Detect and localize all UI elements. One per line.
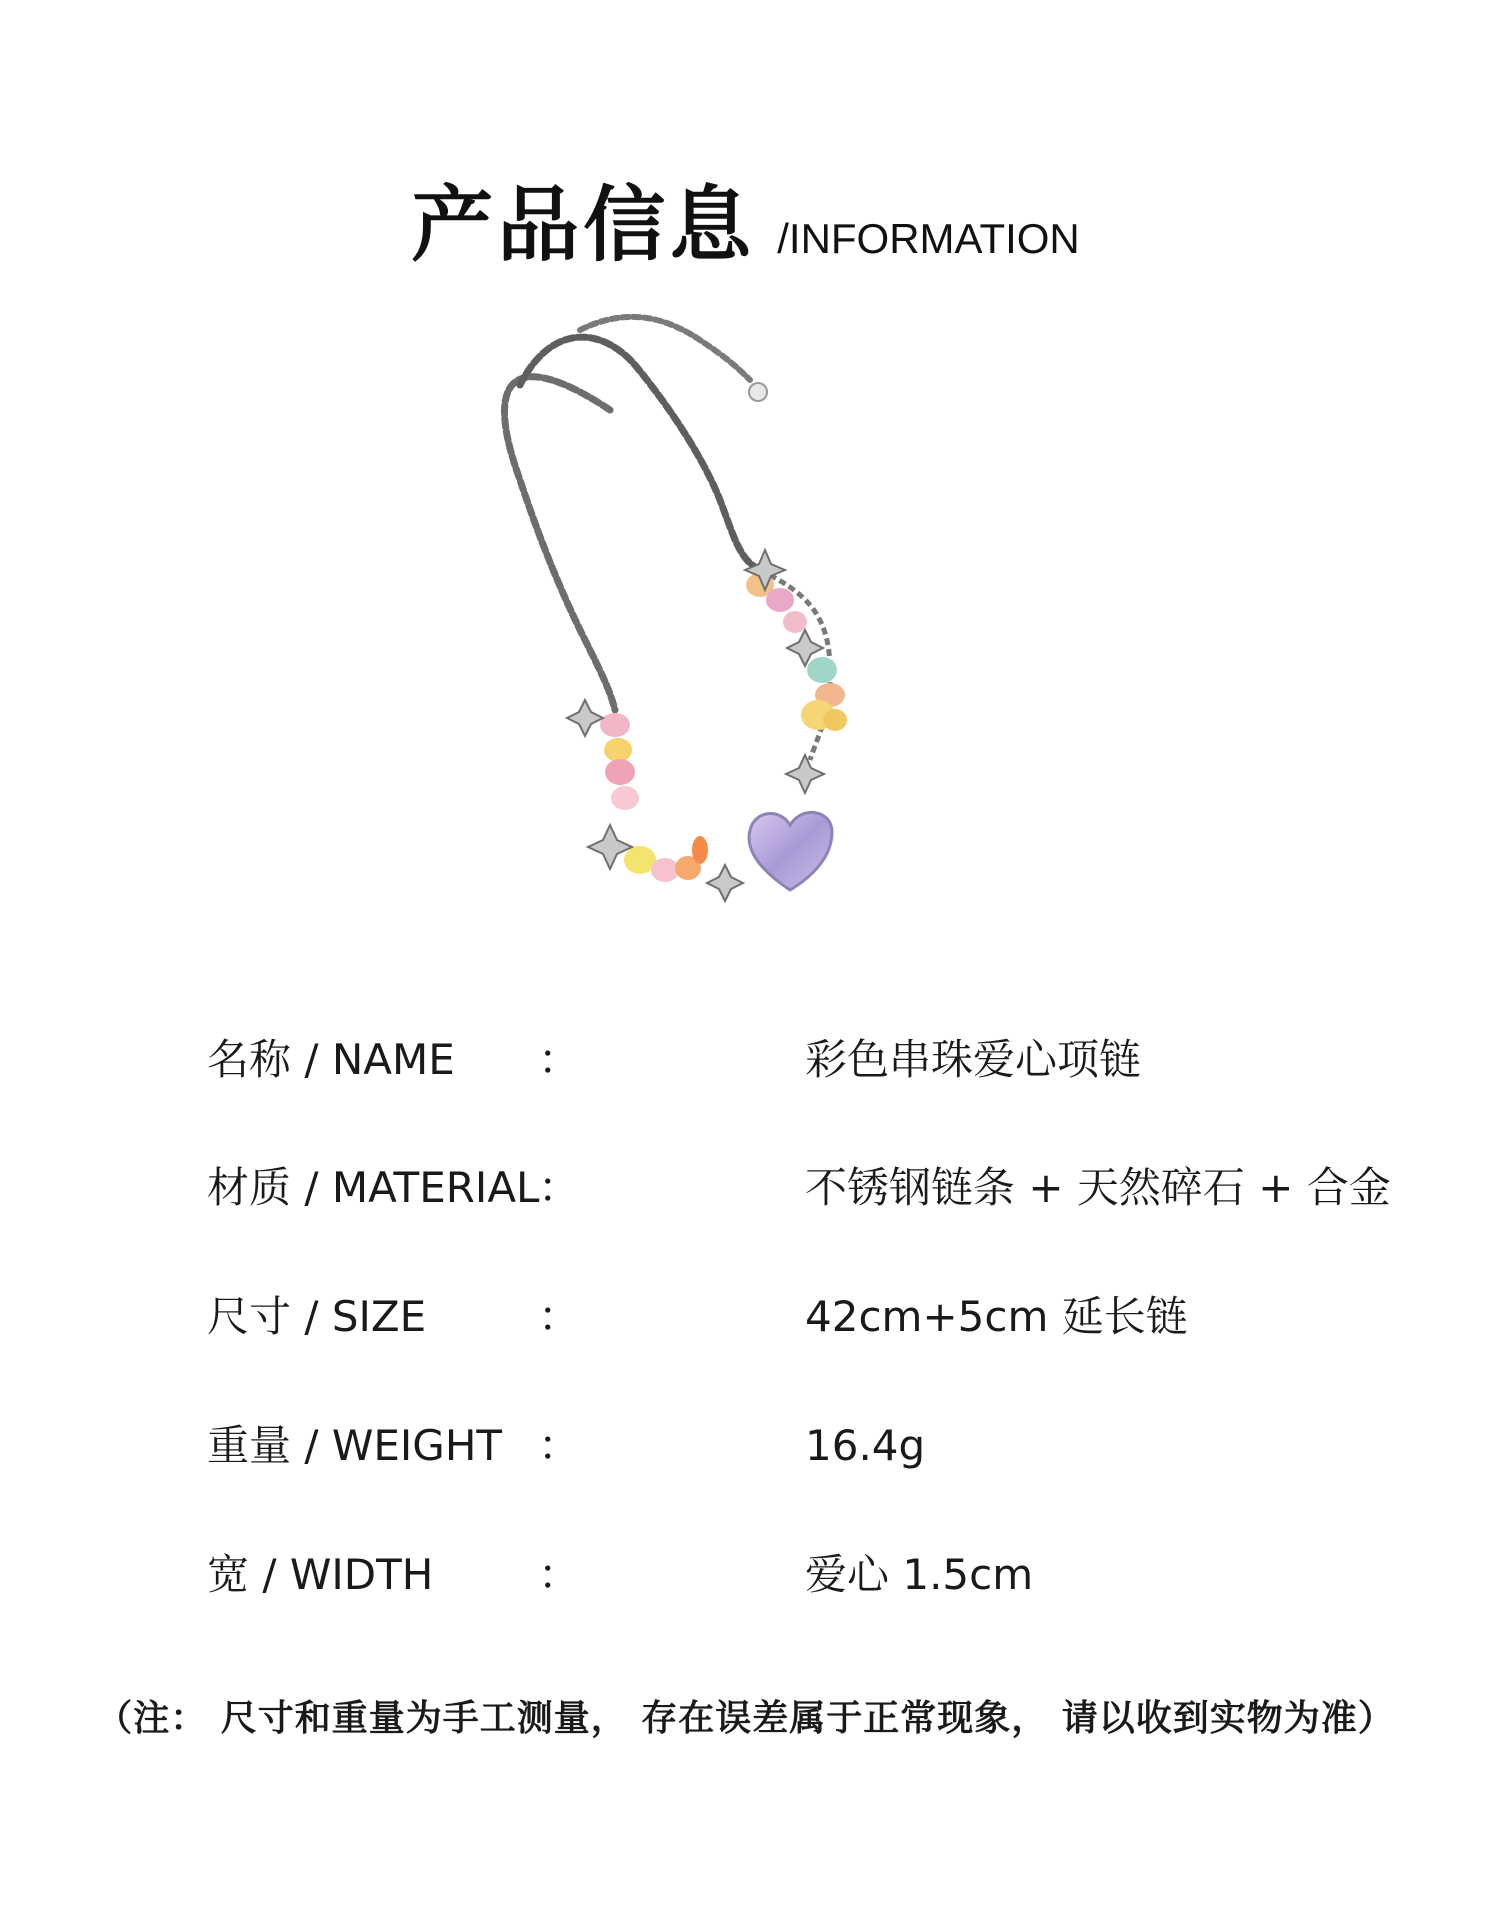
spec-row-width: [0, 1545, 1491, 1605]
spec-label: 尺寸 / SIZE: [207, 1292, 427, 1341]
spec-colon: ：: [538, 1292, 581, 1341]
measurement-note: （注： 尺寸和重量为手工测量， 存在误差属于正常现象， 请以收到实物为准）: [96, 1698, 1395, 1739]
title-english: /INFORMATION: [777, 215, 1080, 262]
spec-row-name: [0, 1030, 1491, 1090]
spec-value: 爱心 1.5cm: [805, 1550, 1034, 1599]
spec-colon: ：: [538, 1035, 581, 1084]
page-title: [0, 160, 1491, 277]
heart-pendant: [749, 812, 832, 890]
spec-row-size: [0, 1287, 1491, 1347]
spec-label: 重量 / WEIGHT: [207, 1421, 503, 1470]
spec-colon: ：: [538, 1421, 581, 1470]
spec-label: 名称 / NAME: [207, 1035, 455, 1084]
title-chinese: 产品信息: [411, 178, 756, 273]
spec-row-material: [0, 1158, 1491, 1218]
spec-value: 彩色串珠爱心项链: [805, 1035, 1142, 1084]
spec-value: 不锈钢链条 + 天然碎石 + 合金: [805, 1163, 1391, 1212]
spec-label: 材质 / MATERIAL: [207, 1163, 540, 1212]
necklace-photo: [460, 310, 1020, 920]
spec-value: 16.4g: [805, 1421, 926, 1470]
spec-label: 宽 / WIDTH: [207, 1550, 434, 1599]
spec-colon: ：: [538, 1550, 581, 1599]
spec-value: 42cm+5cm 延长链: [805, 1292, 1188, 1341]
spec-row-weight: [0, 1416, 1491, 1476]
spec-colon: ：: [538, 1163, 581, 1212]
